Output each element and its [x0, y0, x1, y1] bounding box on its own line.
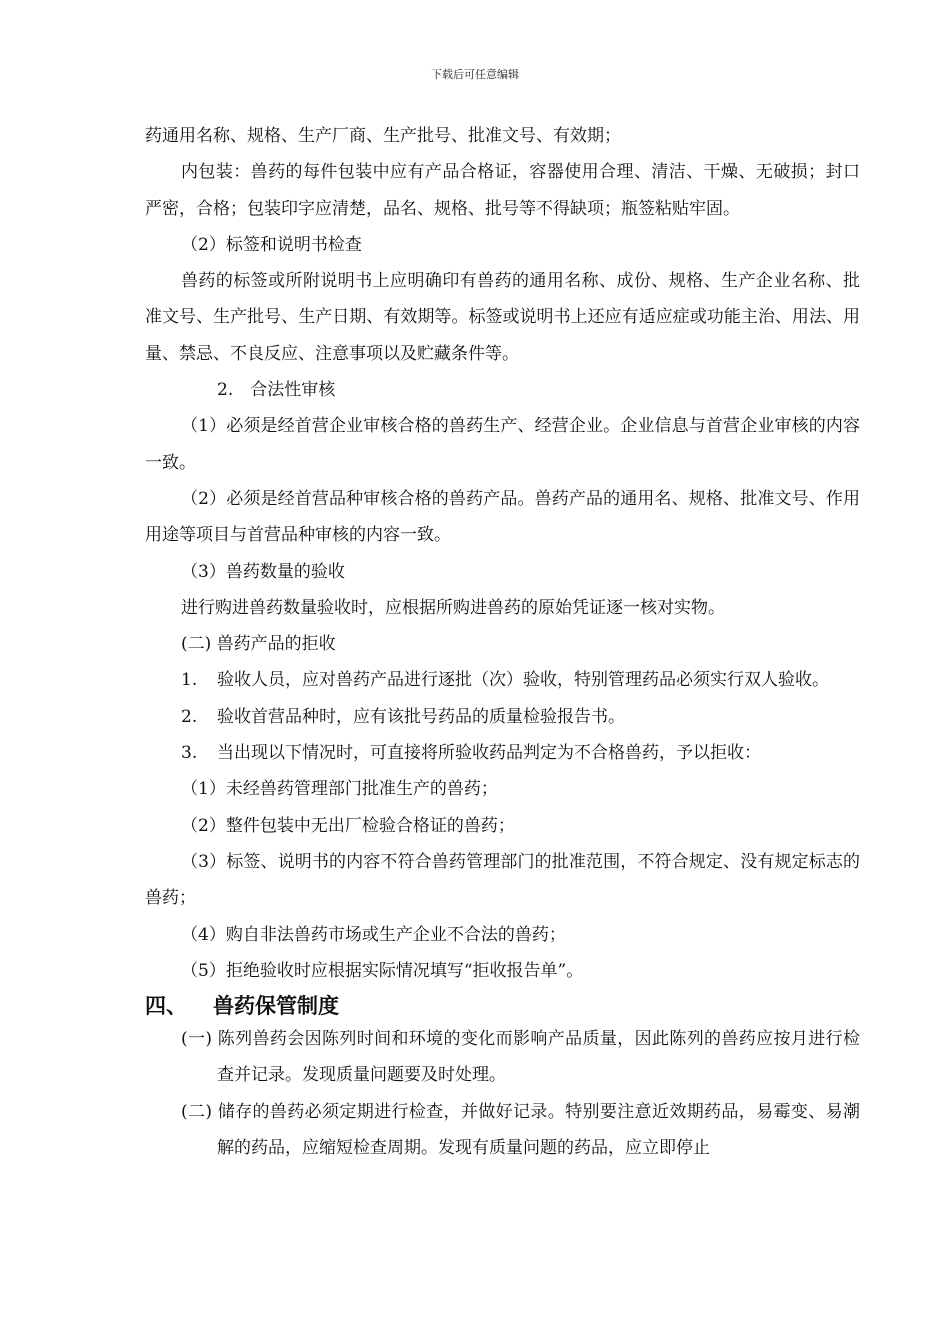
- list-number: 3.: [181, 743, 198, 764]
- rejection-item: （2）整件包装中无出厂检验合格证的兽药；: [181, 815, 515, 836]
- paragraph: 兽药的标签或所附说明书上应明确印有兽药的通用名称、成份、规格、生产企业名称、批准文号、生产批号、生产日期、有效期等。标签或说明书上还应有适应症或功能主治、用法、用量、禁忌、不良反应、注意事项以及贮藏条件等。: [145, 271, 860, 364]
- rejection-item: （4）购自非法兽药市场或生产企业不合法的兽药；: [181, 924, 566, 945]
- rejection-item: （1）未经兽药管理部门批准生产的兽药；: [181, 779, 498, 800]
- chapter-heading: [145, 991, 860, 1021]
- section-title: (二) 兽药产品的拒收: [181, 634, 336, 655]
- chapter-title: 兽药保管制度: [213, 994, 339, 1019]
- paragraph: 药通用名称、规格、生产厂商、生产批号、批准文号、有效期；: [145, 126, 621, 146]
- storage-rule: (二) 储存的兽药必须定期进行检查，并做好记录。特别要注意近效期药品，易霉变、易潮解的药品，应缩短检查周期。发现有质量问题的药品，应立即停止: [181, 1101, 860, 1159]
- document-body: [145, 118, 860, 1166]
- list-text: 验收人员，应对兽药产品进行逐批（次）验收，特别管理药品必须实行双人验收。: [217, 670, 829, 691]
- list-text: 验收首营品种时，应有该批号药品的质量检验报告书。: [217, 706, 625, 727]
- rejection-item: （5）拒绝验收时应根据实际情况填写“拒收报告单”。: [181, 960, 584, 981]
- list-item: [145, 735, 860, 771]
- rejection-item: （3）标签、说明书的内容不符合兽药管理部门的批准范围，不符合规定、没有规定标志的兽药；: [145, 851, 860, 909]
- paragraph: 内包装：兽药的每件包装中应有产品合格证，容器使用合理、清洁、干燥、无破损；封口严密，合格；包装印字应清楚，品名、规格、批号等不得缺项；瓶签粘贴牢固。: [145, 162, 860, 219]
- chapter-number: 四、: [145, 994, 187, 1019]
- subsection-title: （2）标签和说明书检查: [181, 234, 362, 255]
- list-number: 2.: [181, 706, 198, 727]
- list-number: 1.: [181, 670, 198, 691]
- section-title: 2. 合法性审核: [217, 380, 336, 401]
- page-header: 下载后可任意编辑: [431, 68, 519, 81]
- paragraph: （1）必须是经首营企业审核合格的兽药生产、经营企业。企业信息与首营企业审核的内容一致。: [145, 416, 860, 473]
- list-item: [145, 662, 860, 698]
- list-text: 当出现以下情况时，可直接将所验收药品判定为不合格兽药，予以拒收：: [217, 743, 761, 764]
- storage-rule: (一) 陈列兽药会因陈列时间和环境的变化而影响产品质量，因此陈列的兽药应按月进行检查并记录。发现质量问题要及时处理。: [181, 1029, 860, 1086]
- paragraph: 进行购进兽药数量验收时，应根据所购进兽药的原始凭证逐一核对实物。: [181, 597, 725, 618]
- subsection-title: （3）兽药数量的验收: [181, 561, 345, 582]
- list-item: [145, 699, 860, 735]
- paragraph: （2）必须是经首营品种审核合格的兽药产品。兽药产品的通用名、规格、批准文号、作用用途等项目与首营品种审核的内容一致。: [145, 488, 860, 546]
